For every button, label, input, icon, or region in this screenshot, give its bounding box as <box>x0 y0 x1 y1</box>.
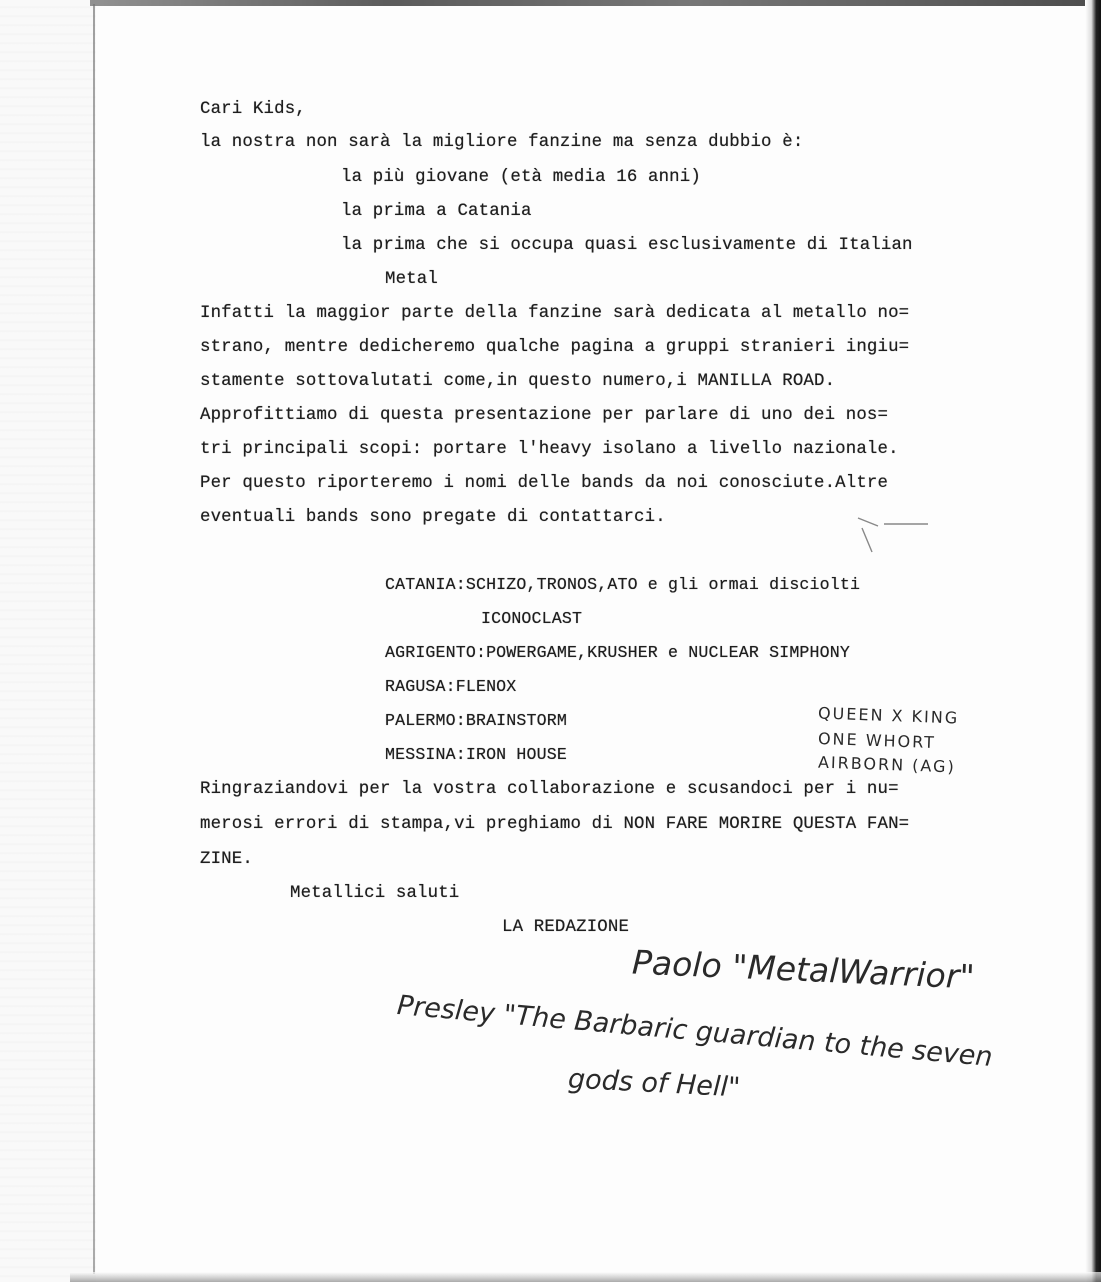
point-line: la più giovane (età media 16 anni) <box>341 168 701 187</box>
body-line: Approfittiamo di questa presentazione per parlare di uno dei nos= <box>200 406 889 425</box>
body-line: tri principali scopi: portare l'heavy isolano a livello nazionale. <box>200 440 899 459</box>
scan-left-border <box>93 4 95 1274</box>
salutation: Metallici saluti <box>290 884 460 903</box>
scan-top-border <box>90 0 1090 6</box>
scan-bottom-border <box>70 1272 1101 1282</box>
point-line: la prima a Catania <box>341 202 532 221</box>
intro-line: la nostra non sarà la migliore fanzine ma senza dubbio è: <box>200 133 804 152</box>
handwritten-signature-3: gods of Hell" <box>567 1063 742 1104</box>
signoff: LA REDAZIONE <box>502 918 630 937</box>
closing-line: ZINE. <box>200 850 253 869</box>
closing-line: merosi errori di stampa,vi preghiamo di NON FARE MORIRE QUESTA FAN= <box>200 815 910 834</box>
closing-line: Ringraziandovi per la vostra collaborazione e scusandoci per i nu= <box>200 780 899 799</box>
body-line: Per questo riporteremo i nomi delle bands da noi conosciute.Altre <box>200 474 889 493</box>
handwritten-note-line: AIRBORN (AG) <box>817 752 957 777</box>
band-line: ICONOCLAST <box>481 609 583 628</box>
body-line: eventuali bands sono pregate di contattarci. <box>200 508 666 527</box>
handwritten-note-line: ONE WHORT <box>817 728 937 753</box>
scan-right-border <box>1085 0 1101 1282</box>
scan-left-margin <box>0 0 96 1282</box>
point-line: la prima che si occupa quasi esclusivamente di Italian <box>341 236 913 255</box>
point-line: Metal <box>385 270 438 289</box>
handwritten-signature-2: Presley "The Barbaric guardian to the seven <box>395 990 994 1073</box>
body-line: stamente sottovalutati come,in questo numero,i MANILLA ROAD. <box>200 372 836 391</box>
band-line: MESSINA:IRON HOUSE <box>385 745 567 764</box>
greeting: Cari Kids, <box>200 100 306 119</box>
band-line: AGRIGENTO:POWERGAME,KRUSHER e NUCLEAR SIMPHONY <box>385 643 850 662</box>
band-line: PALERMO:BRAINSTORM <box>385 711 567 730</box>
band-line: CATANIA:SCHIZO,TRONOS,ATO e gli ormai disciolti <box>385 575 861 594</box>
handwritten-note-line: QUEEN X KING <box>817 703 960 728</box>
band-line: RAGUSA:FLENOX <box>385 677 517 696</box>
body-line: strano, mentre dedicheremo qualche pagina a gruppi stranieri ingiu= <box>200 338 910 357</box>
body-line: Infatti la maggior parte della fanzine sarà dedicata al metallo no= <box>200 304 910 323</box>
handwritten-signature-1: Paolo "MetalWarrior" <box>631 942 976 997</box>
stray-pen-mark-icon <box>850 510 940 570</box>
